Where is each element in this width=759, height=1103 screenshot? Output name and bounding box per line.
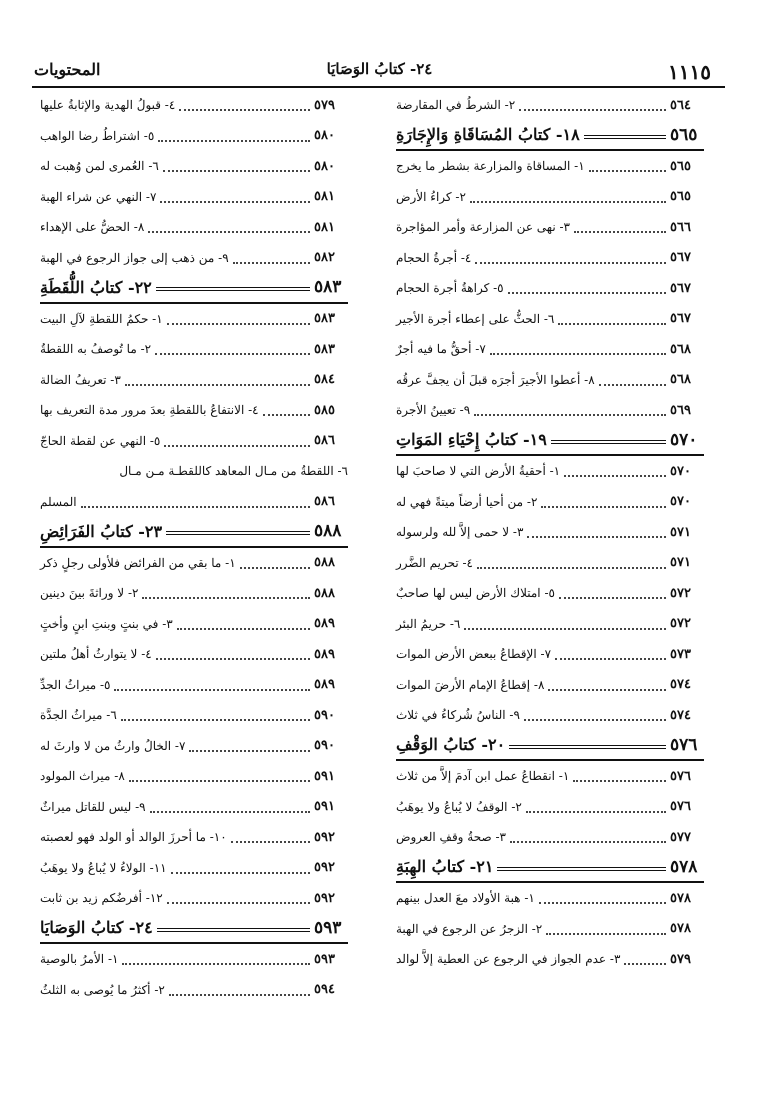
chapter-title: ٢٤- كتابُ الوَصَايَا (40, 918, 153, 938)
page-number: ٥٨٨ (314, 521, 342, 542)
entry-title: ٤- قبولُ الهدية والإثابةُ عليها (40, 98, 176, 113)
dot-leader (526, 811, 666, 813)
entry-title: ٩- الناسُ شُركاءُ في ثلاث (396, 708, 520, 723)
page-number: ٥٦٧ (670, 280, 691, 296)
dot-leader (559, 597, 666, 599)
page-number: ٥٨٣ (314, 341, 335, 357)
page-number: ٥٨١ (314, 219, 335, 235)
dot-leader (177, 628, 310, 630)
toc-chapter-heading (396, 121, 704, 152)
dot-leader (574, 231, 666, 233)
toc-entry (40, 944, 348, 975)
page-number: ٥٧٢ (670, 616, 691, 632)
toc-entry (396, 700, 704, 731)
toc-entry (40, 792, 348, 823)
toc-entry (396, 639, 704, 670)
dot-leader (122, 963, 310, 965)
toc-entry (40, 426, 348, 457)
page-number: ٥٧٨ (670, 890, 691, 906)
chapter-rule (156, 287, 310, 291)
page-number: ٥٧٠ (670, 429, 698, 450)
entry-title: ٢- الوقفُ لا يُباعُ ولا يوهَبُ (396, 799, 522, 814)
page-number: ٥٦٦ (670, 219, 691, 235)
page-number: ٥٩٢ (314, 860, 335, 876)
dot-leader (167, 323, 310, 325)
toc-entry (40, 700, 348, 731)
page-number: ٥٨٤ (314, 372, 335, 388)
page-number: ٥٦٩ (670, 402, 691, 418)
toc-entry (396, 456, 704, 487)
page-number: ٥٩٢ (314, 890, 335, 906)
entry-title: ٣- نهى عن المزارعة وأمر المؤاجرة (396, 220, 570, 235)
dot-leader (150, 811, 310, 813)
dot-leader (490, 353, 666, 355)
toc-entry (396, 365, 704, 396)
toc-entry (40, 609, 348, 640)
entry-title: ٨- أعطوا الأجيرَ أجرَه قبلَ أن يجفَّ عرقُه (396, 372, 595, 387)
dot-leader (114, 689, 310, 691)
page-number: ٥٩١ (314, 768, 335, 784)
toc-entry (40, 822, 348, 853)
toc-column-right (396, 90, 704, 975)
dot-leader (599, 384, 666, 386)
toc-entry (40, 487, 348, 518)
entry-title: ٧- أحقُّ ما فيه أجرٌ (396, 342, 486, 357)
chapter-rule (157, 928, 310, 932)
entry-title: ١- أحقيةُ الأرض التي لا صاحبَ لها (396, 464, 561, 479)
dot-leader (573, 780, 666, 782)
entry-title: ٤- تحريم الضَّرر (396, 555, 473, 570)
toc-entry (396, 548, 704, 579)
toc-chapter-heading (396, 731, 704, 762)
page-number: ٥٧٨ (670, 856, 698, 877)
toc-entry (40, 761, 348, 792)
page-number: ٥٧٨ (670, 921, 691, 937)
entry-title: ١- حكمُ اللقطةِ لآلِ البيت (40, 311, 163, 326)
toc-entry (396, 182, 704, 213)
dot-leader (510, 841, 666, 843)
dot-leader (519, 109, 666, 111)
page-number: ٥٧١ (670, 524, 691, 540)
header-contents-label: المحتويات (34, 60, 101, 79)
toc-entry (40, 304, 348, 335)
page-number: ٥٦٨ (670, 372, 691, 388)
dot-leader (539, 902, 666, 904)
page-number: ٥٦٥ (670, 124, 698, 145)
entry-title: ٥- كراهةُ أجرة الحجام (396, 281, 504, 296)
entry-title: ٢- كراءُ الأرض (396, 189, 466, 204)
entry-title: ٨- الحضُّ على الإهداء (40, 220, 145, 235)
chapter-title: ١٨- كتابُ المُسَاقَاةِ وَالإِجَارَةِ (396, 125, 580, 145)
toc-entry (40, 365, 348, 396)
chapter-rule (551, 440, 666, 444)
page-number: ٥٦٥ (670, 189, 691, 205)
toc-entry (40, 853, 348, 884)
toc-entry (396, 151, 704, 182)
entry-title: ٤- الانتفاعُ باللقطةِ بعدَ مرور مدة التعريف بها (40, 403, 259, 418)
page-number: ٥٩٤ (314, 982, 335, 998)
page-number: ٥٩١ (314, 799, 335, 815)
toc-entry (40, 121, 348, 152)
dot-leader (129, 780, 310, 782)
entry-title: ٩- من ذهب إلى جواز الرجوع في الهبة (40, 250, 229, 265)
dot-leader (164, 445, 310, 447)
entry-title: ١- ما بقي من الفرائض فلأولى رجلٍ ذكر (40, 555, 236, 570)
toc-entry (40, 395, 348, 426)
page-number: ٥٧٩ (314, 97, 335, 113)
chapter-title: ٢٣- كتابُ الفَرَائِضِ (40, 521, 163, 541)
page-number: ٥٧٦ (670, 799, 691, 815)
dot-leader (158, 140, 310, 142)
header-rule (32, 86, 725, 88)
toc-entry (40, 883, 348, 914)
entry-title: ١- هبة الأولاد معَ العدل بينهم (396, 891, 535, 906)
toc-entry (40, 334, 348, 365)
page-number: ٥٨٥ (314, 402, 335, 418)
entry-title: ٥- اشتراطُ رضا الواهب (40, 128, 155, 143)
entry-title: ٢- ما تُوصفُ به اللقطةُ (40, 342, 152, 357)
toc-entry (396, 517, 704, 548)
dot-leader (464, 628, 666, 630)
dot-leader (156, 658, 310, 660)
toc-entry (396, 212, 704, 243)
entry-title: ١- الأمرُ بالوصية (40, 952, 119, 967)
dot-leader (240, 567, 310, 569)
entry-title: ١٠- ما أحرزَ الوالد أو الولد فهو لعصبته (40, 830, 227, 845)
dot-leader (508, 292, 666, 294)
page-number: ٥٧٠ (670, 463, 691, 479)
chapter-title: ٢٢- كتابُ اللُّقَطَةِ (40, 277, 152, 297)
toc-entry (396, 304, 704, 335)
entry-title: ١١- الولاءُ لا يُباعُ ولا يوهَبُ (40, 860, 167, 875)
entry-title: ١- المساقاة والمزارعة بشطر ما يخرج (396, 159, 585, 174)
chapter-rule (497, 867, 666, 871)
dot-leader (527, 536, 666, 538)
page-number: ٥٨٨ (314, 555, 335, 571)
entry-title: ٣- لا حمى إلاَّ لله ولرسوله (396, 525, 524, 540)
dot-leader (81, 506, 310, 508)
toc-entry (396, 395, 704, 426)
toc-entry (396, 883, 704, 914)
toc-chapter-heading (40, 273, 348, 304)
chapter-title: ١٩- كتابُ إِحْيَاءِ المَوَاتِ (396, 430, 547, 450)
dot-leader (171, 872, 310, 874)
page-number: ٥٨٨ (314, 585, 335, 601)
toc-entry (396, 914, 704, 945)
dot-leader (564, 475, 666, 477)
dot-leader (155, 353, 310, 355)
toc-entry (396, 609, 704, 640)
dot-leader (163, 170, 310, 172)
toc-entry (396, 243, 704, 274)
dot-leader (121, 719, 310, 721)
entry-title: ٥- ميراثُ الجدِّ (40, 677, 111, 692)
entry-title: ٣- تعريفُ الضالة (40, 372, 121, 387)
chapter-title: ٢٠- كتابُ الوَقْفِ (396, 735, 506, 755)
header-page-number: ١١١٥ (668, 60, 711, 84)
page-number: ٥٨٣ (314, 311, 335, 327)
entry-title: ٨- ميراث المولود (40, 769, 125, 784)
entry-title: ١٢- أفرضُكم زيد بن ثابت (40, 891, 163, 906)
page-number: ٥٩٣ (314, 951, 335, 967)
toc-entry (396, 273, 704, 304)
page-number: ٥٦٧ (670, 311, 691, 327)
entry-title: ١- انقطاعُ عمل ابن آدمَ إلاَّ من ثلاث (396, 769, 570, 784)
entry-title: ٢- من أحيا أرضاً ميتةً فهي له (396, 494, 538, 509)
page-number: ٥٨٩ (314, 616, 335, 632)
page-number: ٥٦٧ (670, 250, 691, 266)
toc-entry (40, 975, 348, 1006)
toc-entry (396, 944, 704, 975)
toc-entry (40, 548, 348, 579)
toc-column-left (40, 90, 348, 1005)
toc-entry (396, 761, 704, 792)
page-number: ٥٨٣ (314, 277, 342, 298)
dot-leader (541, 506, 666, 508)
entry-title: ٦- اللقطةُ من مـال المعاهد كاللقطـة مـن مـال (119, 464, 348, 479)
toc-entry (40, 182, 348, 213)
entry-title: ٤- لا يتوارثُ أهلُ ملتين (40, 647, 152, 662)
page-number: ٥٦٥ (670, 158, 691, 174)
dot-leader (548, 689, 666, 691)
dot-leader (160, 201, 310, 203)
toc-entry (396, 792, 704, 823)
page-number: ٥٨٢ (314, 250, 335, 266)
dot-leader (169, 994, 310, 996)
dot-leader (179, 109, 310, 111)
entry-title: ٨- إقطاعُ الإمام الأرضَ الموات (396, 677, 545, 692)
toc-entry (396, 334, 704, 365)
toc-chapter-heading (40, 914, 348, 945)
entry-title: ٢- أكثرُ ما يُوصى به الثلثُ (40, 982, 165, 997)
chapter-rule (509, 745, 666, 749)
dot-leader (142, 597, 310, 599)
entry-title: ٤- أجرةُ الحجام (396, 250, 472, 265)
entry-title: ٢- لا وراثةَ بينَ دينين (40, 586, 139, 601)
entry-title: ٢- الشرطُ في المقارضة (396, 98, 516, 113)
page-number: ٥٧٦ (670, 734, 698, 755)
page-number: ٥٧٠ (670, 494, 691, 510)
page-number: ٥٨٦ (314, 433, 335, 449)
page-number: ٥٧٤ (670, 707, 691, 723)
page-number: ٥٦٤ (670, 97, 691, 113)
dot-leader (263, 414, 310, 416)
page-number: ٥٧١ (670, 555, 691, 571)
header-chapter-title: ٢٤- كتابُ الوَصَايَا (326, 60, 433, 78)
toc-entry (40, 670, 348, 701)
toc-entry (396, 822, 704, 853)
page-number: ٥٧٩ (670, 951, 691, 967)
dot-leader (546, 933, 666, 935)
dot-leader (148, 231, 310, 233)
dot-leader (589, 170, 666, 172)
page-number: ٥٨٠ (314, 158, 335, 174)
page-number: ٥٧٤ (670, 677, 691, 693)
page-number: ٥٨٦ (314, 494, 335, 510)
toc-entry (396, 578, 704, 609)
toc-entry (396, 90, 704, 121)
entry-title: ٣- في بنتٍ وبنتِ ابنٍ وأختٍ (40, 616, 173, 631)
dot-leader (189, 750, 310, 752)
toc-entry (40, 151, 348, 182)
dot-leader (555, 658, 666, 660)
toc-chapter-heading (396, 853, 704, 884)
dot-leader (231, 841, 310, 843)
dot-leader (125, 384, 310, 386)
entry-title: ٧- الخالُ وارثُ من لا وارثَ له (40, 738, 186, 753)
entry-title: ٣- عدم الجواز في الرجوع عن العطية إلاَّ لوالد (396, 952, 621, 967)
page-number: ٥٨٠ (314, 128, 335, 144)
dot-leader (470, 201, 666, 203)
toc-entry (40, 90, 348, 121)
entry-title: ٦- حريمُ البئر (396, 616, 461, 631)
entry-title: ٦- العُمرى لمن وُهبت له (40, 159, 159, 174)
page-number: ٥٨١ (314, 189, 335, 205)
chapter-title: ٢١- كتابُ الهِبَةِ (396, 857, 494, 877)
entry-title: ٢- الزجرُ عن الرجوع في الهبة (396, 921, 543, 936)
dot-leader (558, 323, 666, 325)
page-number: ٥٨٩ (314, 646, 335, 662)
entry-title: ٥- النهي عن لقطة الحاجّ (40, 433, 161, 448)
page-number: ٥٩٠ (314, 707, 335, 723)
entry-title: ٥- امتلاك الأرض ليس لها صاحبٌ (396, 586, 555, 601)
entry-title: ٩- ليس للقاتل ميراثٌ (40, 799, 146, 814)
entry-title: ٦- ميراثُ الجدَّة (40, 708, 117, 723)
entry-title: ٩- تعيينُ الأجرة (396, 403, 471, 418)
page-number: ٥٦٨ (670, 341, 691, 357)
page-number: ٥٩٠ (314, 738, 335, 754)
entry-title: المسلم (40, 494, 77, 509)
page-number: ٥٧٣ (670, 646, 691, 662)
toc-entry (40, 578, 348, 609)
page-number: ٥٩٢ (314, 829, 335, 845)
entry-title: ٧- الإقطاعُ ببعض الأرض الموات (396, 647, 552, 662)
toc-entry (40, 243, 348, 274)
page-number: ٥٧٢ (670, 585, 691, 601)
toc-entry (40, 639, 348, 670)
chapter-rule (166, 531, 310, 535)
page-number: ٥٧٧ (670, 829, 691, 845)
entry-title: ٦- الحثُّ على إعطاء أجرة الأجير (396, 311, 555, 326)
toc-chapter-heading (40, 517, 348, 548)
toc-entry (40, 731, 348, 762)
toc-entry (40, 212, 348, 243)
dot-leader (624, 963, 666, 965)
toc-entry (396, 487, 704, 518)
dot-leader (233, 262, 310, 264)
entry-title: ٧- النهي عن شراء الهبة (40, 189, 157, 204)
dot-leader (475, 262, 666, 264)
dot-leader (474, 414, 666, 416)
dot-leader (167, 902, 310, 904)
entry-title: ٣- صحةُ وقفِ العروض (396, 830, 506, 845)
page-number: ٥٩٣ (314, 917, 342, 938)
page-number: ٥٨٩ (314, 677, 335, 693)
dot-leader (524, 719, 666, 721)
dot-leader (477, 567, 666, 569)
toc-chapter-heading (396, 426, 704, 457)
toc-entry (40, 456, 348, 487)
toc-entry (396, 670, 704, 701)
chapter-rule (584, 135, 666, 139)
page-number: ٥٧٦ (670, 768, 691, 784)
